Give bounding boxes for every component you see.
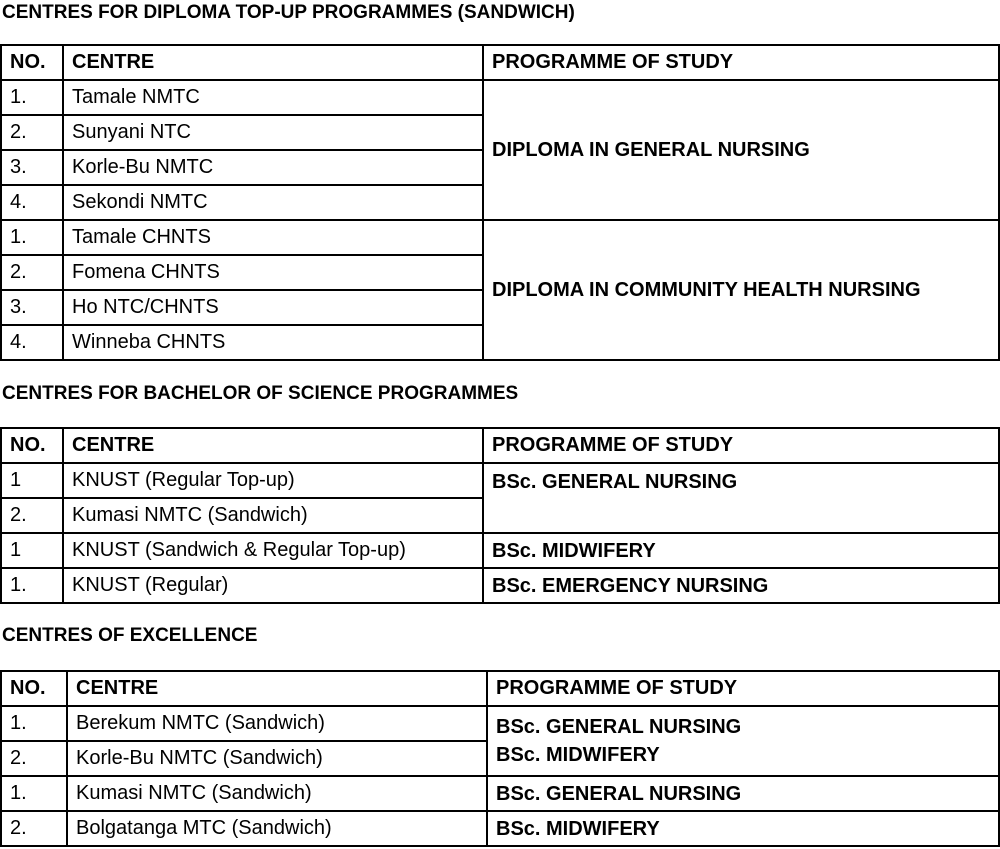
row-centre: Tamale NMTC xyxy=(63,80,483,115)
diploma-centres-table xyxy=(0,44,1000,361)
row-centre: Kumasi NMTC (Sandwich) xyxy=(63,498,483,533)
programme-label: BSc. GENERAL NURSING xyxy=(496,716,742,738)
row-no: 2. xyxy=(1,498,63,533)
row-no: 2. xyxy=(1,811,67,846)
header-centre: CENTRE xyxy=(67,671,487,706)
programme-cell xyxy=(487,811,999,846)
row-no: 1. xyxy=(1,568,63,603)
programme-label: DIPLOMA IN COMMUNITY HEALTH NURSING xyxy=(492,279,921,301)
programme-label: BSc. GENERAL NURSING xyxy=(496,782,742,805)
table-row xyxy=(1,533,999,568)
programme-cell xyxy=(483,533,999,568)
row-centre: KNUST (Sandwich & Regular Top-up) xyxy=(63,533,483,568)
row-centre: Sunyani NTC xyxy=(63,115,483,150)
programme-cell xyxy=(487,706,999,776)
row-centre: Bolgatanga MTC (Sandwich) xyxy=(67,811,487,846)
row-centre: Korle-Bu NMTC xyxy=(63,150,483,185)
row-no: 1. xyxy=(1,776,67,811)
header-no: NO. xyxy=(1,45,63,80)
table-row xyxy=(1,220,999,255)
programme-label: BSc. MIDWIFERY xyxy=(496,744,660,766)
row-no: 1 xyxy=(1,533,63,568)
table-row xyxy=(1,706,999,741)
header-no: NO. xyxy=(1,671,67,706)
section-title-diploma: CENTRES FOR DIPLOMA TOP-UP PROGRAMMES (SANDWICH) xyxy=(2,2,575,23)
programme-cell xyxy=(483,220,999,360)
table-header-row xyxy=(1,428,999,463)
programme-cell xyxy=(483,463,999,533)
table-header-row xyxy=(1,671,999,706)
row-centre: Ho NTC/CHNTS xyxy=(63,290,483,325)
row-centre: Fomena CHNTS xyxy=(63,255,483,290)
table-row xyxy=(1,568,999,603)
row-no: 3. xyxy=(1,150,63,185)
header-centre: CENTRE xyxy=(63,428,483,463)
header-programme: PROGRAMME OF STUDY xyxy=(487,671,999,706)
row-no: 3. xyxy=(1,290,63,325)
table-row xyxy=(1,80,999,115)
header-programme: PROGRAMME OF STUDY xyxy=(483,428,999,463)
row-no: 1. xyxy=(1,220,63,255)
programme-label: BSc. GENERAL NURSING xyxy=(492,471,738,493)
row-centre: Tamale CHNTS xyxy=(63,220,483,255)
row-no: 4. xyxy=(1,185,63,220)
table-row xyxy=(1,811,999,846)
table-header-row xyxy=(1,45,999,80)
header-no: NO. xyxy=(1,428,63,463)
row-no: 2. xyxy=(1,255,63,290)
header-programme: PROGRAMME OF STUDY xyxy=(483,45,999,80)
row-centre: KNUST (Regular Top-up) xyxy=(63,463,483,498)
section-title-excellence: CENTRES OF EXCELLENCE xyxy=(2,625,258,646)
programme-cell xyxy=(483,80,999,220)
section-title-bachelor: CENTRES FOR BACHELOR OF SCIENCE PROGRAMMES xyxy=(2,383,519,404)
row-centre: Kumasi NMTC (Sandwich) xyxy=(67,776,487,811)
header-centre: CENTRE xyxy=(63,45,483,80)
table-row xyxy=(1,776,999,811)
programme-label: BSc. MIDWIFERY xyxy=(496,817,660,840)
programme-cell xyxy=(483,568,999,603)
excellence-centres-table xyxy=(0,670,1000,847)
programme-label: BSc. MIDWIFERY xyxy=(492,539,656,562)
programme-label: BSc. EMERGENCY NURSING xyxy=(492,574,769,597)
programme-cell xyxy=(487,776,999,811)
row-centre: KNUST (Regular) xyxy=(63,568,483,603)
row-no: 1. xyxy=(1,706,67,741)
row-centre: Korle-Bu NMTC (Sandwich) xyxy=(67,741,487,776)
table-row xyxy=(1,463,999,498)
row-no: 1. xyxy=(1,80,63,115)
row-centre: Berekum NMTC (Sandwich) xyxy=(67,706,487,741)
row-no: 2. xyxy=(1,115,63,150)
row-no: 2. xyxy=(1,741,67,776)
row-no: 4. xyxy=(1,325,63,360)
row-centre: Winneba CHNTS xyxy=(63,325,483,360)
programme-label: DIPLOMA IN GENERAL NURSING xyxy=(492,139,810,161)
row-no: 1 xyxy=(1,463,63,498)
bachelor-centres-table xyxy=(0,427,1000,604)
row-centre: Sekondi NMTC xyxy=(63,185,483,220)
